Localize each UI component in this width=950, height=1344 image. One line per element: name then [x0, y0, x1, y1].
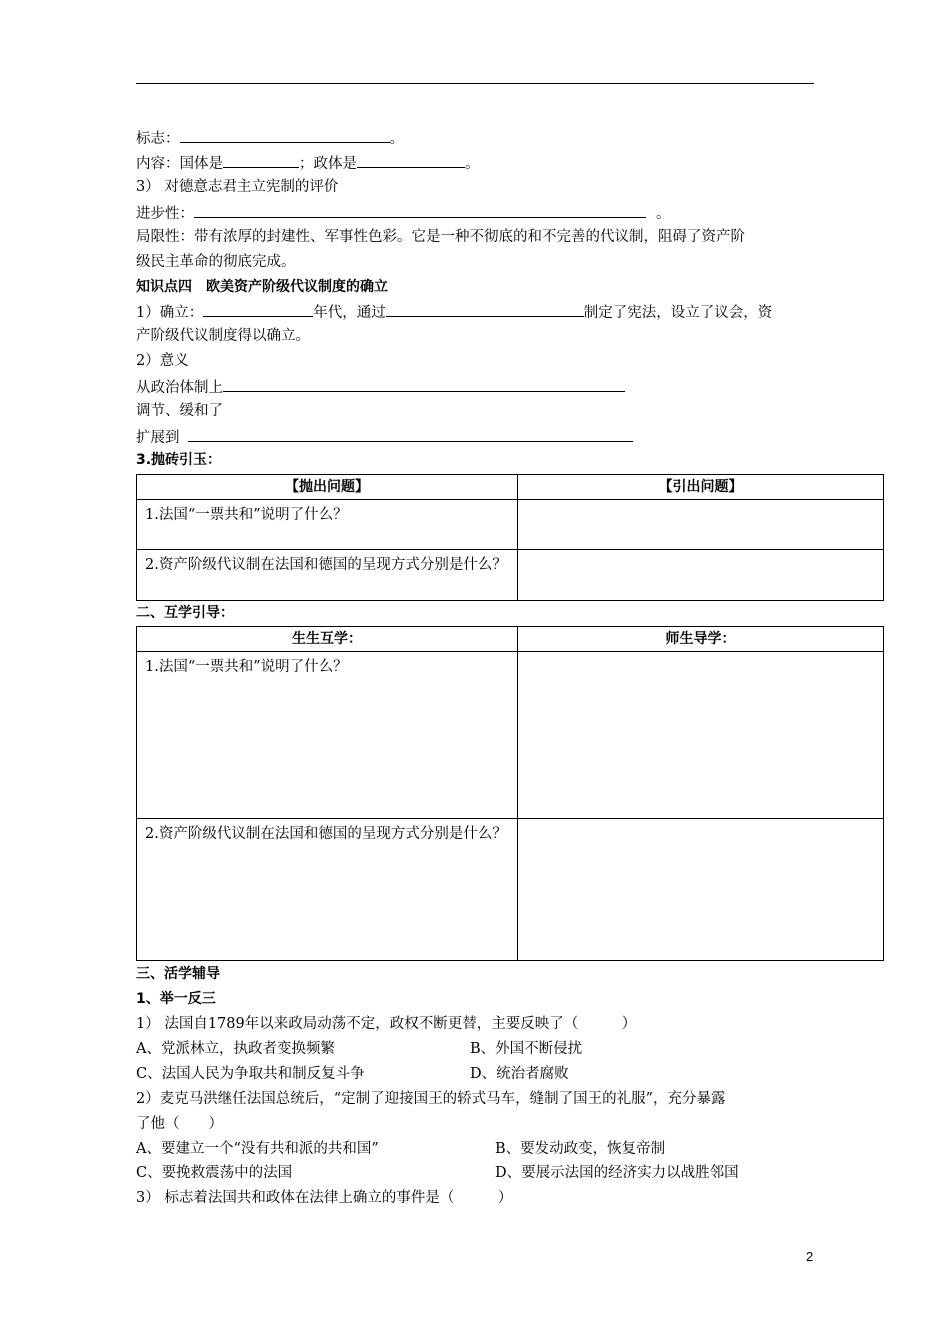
page-number: 2: [806, 1249, 814, 1264]
student-mutual-header: 生生互学：: [137, 627, 518, 652]
table2-question-1: 1.法国“一票共和”说明了什么？: [137, 652, 518, 819]
mc2-stem-2: 了他（ ）: [136, 1116, 223, 1132]
kp4-establish-line-2: 产阶级代议制度得以确立。: [136, 328, 310, 344]
mc1-option-b[interactable]: B、外国不断侵扰: [470, 1041, 583, 1057]
derive-question-header: 【引出问题】: [518, 475, 884, 500]
through-label: 年代，通过: [313, 305, 386, 321]
table1-question-2: 2.资产阶级代议制在法国和德国的呈现方式分别是什么？: [137, 550, 518, 601]
mc2-option-d[interactable]: D、要展示法国的经济实力以战胜邻国: [495, 1165, 739, 1181]
progressiveness-end: 。: [656, 206, 671, 222]
mc2-option-a[interactable]: A、要建立一个“没有共和派的共和国”: [136, 1141, 379, 1157]
header-rule: [136, 83, 814, 84]
event-blank[interactable]: [386, 302, 584, 317]
throw-question-header: 【抛出问题】: [137, 475, 518, 500]
table1-answer-2[interactable]: [518, 550, 884, 601]
mc1-option-c[interactable]: C、法国人民为争取共和制反复斗争: [136, 1066, 365, 1082]
practice-section-title: 三、活学辅导: [136, 966, 220, 982]
expand-blank[interactable]: [188, 427, 633, 442]
political-system-blank[interactable]: [223, 377, 625, 392]
practice-subtitle: 1、举一反三: [136, 991, 216, 1007]
kp4-significance: 2）意义: [136, 353, 189, 369]
content-end: 。: [465, 156, 480, 172]
decade-blank[interactable]: [203, 302, 313, 317]
state-system-label: 内容：国体是: [136, 156, 223, 172]
political-system-label: 从政治体制上: [136, 380, 223, 396]
table2-question-2: 2.资产阶级代议制在法国和德国的呈现方式分别是什么？: [137, 819, 518, 961]
mutual-table: [136, 626, 884, 961]
marker-blank[interactable]: [180, 128, 390, 143]
mc2-option-c[interactable]: C、要挽救震荡中的法国: [136, 1165, 293, 1181]
progressiveness-blank[interactable]: [194, 203, 646, 218]
regulate-line: 调节、缓和了: [136, 403, 223, 419]
mc1-option-d[interactable]: D、统治者腐败: [470, 1066, 569, 1082]
limitation-line-2: 级民主革命的彻底完成。: [136, 254, 296, 270]
marker-label: 标志：: [136, 131, 180, 147]
political-system-line: [136, 377, 625, 397]
table2-answer-2[interactable]: [518, 819, 884, 961]
evaluation-heading: 3） 对德意志君主立宪制的评价: [136, 179, 339, 195]
table1-answer-1[interactable]: [518, 500, 884, 550]
expand-line: [136, 427, 633, 447]
constitution-text: 制定了宪法，设立了议会，资: [583, 305, 773, 321]
table1-question-1: 1.法国“一票共和”说明了什么？: [137, 500, 518, 550]
progressiveness-label: 进步性：: [136, 206, 194, 222]
marker-end: 。: [389, 131, 404, 147]
government-form-label: ；政体是: [299, 156, 357, 172]
limitation-line-1: 局限性：带有浓厚的封建性、军事性色彩。它是一种不彻底的和不完善的代议制，阻碍了资产阶: [136, 229, 745, 245]
teacher-guide-header: 师生导学：: [518, 627, 884, 652]
kp4-title: 知识点四 欧美资产阶级代议制度的确立: [136, 279, 388, 295]
state-system-blank[interactable]: [223, 153, 299, 168]
table2-answer-1[interactable]: [518, 652, 884, 819]
content-line: [136, 153, 480, 173]
mutual-section-title: 二、互学引导：: [136, 605, 234, 621]
kp4-establish-line: [136, 302, 772, 322]
expand-label: 扩展到: [136, 430, 180, 446]
government-form-blank[interactable]: [357, 153, 465, 168]
mc1-stem: 1） 法国自1789年以来政局动荡不定，政权不断更替，主要反映了（ ）: [136, 1016, 637, 1032]
establish-label: 1）确立：: [136, 305, 204, 321]
mc2-stem-1: 2）麦克马洪继任法国总统后，“定制了迎接国王的轿式马车，缝制了国王的礼服”，充分暴露: [136, 1091, 726, 1107]
mc2-option-b[interactable]: B、要发动政变，恢复帝制: [495, 1141, 666, 1157]
progressiveness-line: [136, 203, 671, 223]
mc3-stem: 3） 标志着法国共和政体在法律上确立的事件是（ ）: [136, 1190, 513, 1206]
marker-line: [136, 128, 404, 148]
brick-table: [136, 474, 884, 601]
brick-section-title: 3.抛砖引玉：: [136, 452, 222, 468]
mc1-option-a[interactable]: A、党派林立，执政者变换频繁: [136, 1041, 335, 1057]
